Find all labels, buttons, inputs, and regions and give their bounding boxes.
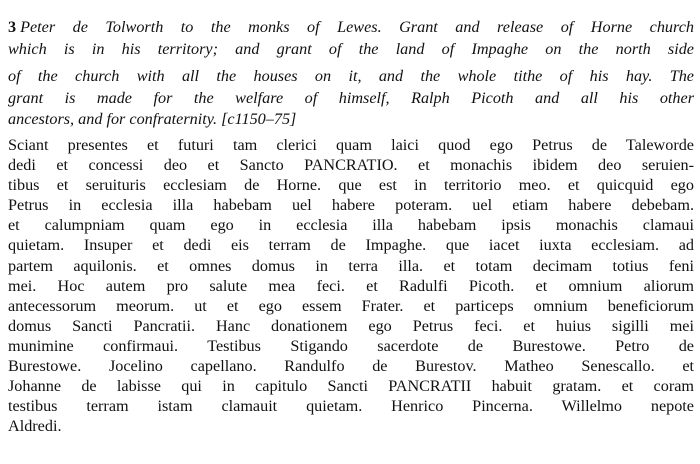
heading-line: grant is made for the welfare of himself, Ralph Picoth and all his other xyxy=(8,88,694,107)
entry-number: 3 xyxy=(8,18,17,36)
heading-line: which is in his territory; and grant of the land of Impaghe on the north side xyxy=(8,39,694,58)
text-line: Burestowe. Jocelino capellano. Randulfo de Burestov. Matheo Senescallo. et xyxy=(8,357,694,376)
text-line: et calumpniam quam ego in ecclesia illa habebam ipsis monachis clamaui xyxy=(8,216,694,235)
heading-line: 3 Peter de Tolworth to the monks of Lewes. Grant and release of Horne church xyxy=(8,18,694,36)
text-line: munimine confirmaui. Testibus Stigando sacerdote de Burestowe. Petro de xyxy=(8,336,694,355)
text-line: Aldredi. xyxy=(8,417,62,436)
text-line: testibus terram istam clamauit quietam. Henrico Pincerna. Willelmo nepote xyxy=(8,397,694,416)
entry-heading xyxy=(8,17,694,131)
charter-text xyxy=(8,135,694,436)
heading-line: of the church with all the houses on it, and the whole tithe of his hay. The xyxy=(8,67,694,85)
text-line: tibus et seruituris ecclesiam de Horne. que est in territorio meo. et quicquid ego xyxy=(8,176,694,195)
heading-line: ancestors, and for confraternity. [c1150–75] xyxy=(8,110,297,128)
text-line: mei. Hoc autem pro salute mea feci. et Radulfi Picoth. et omnium aliorum xyxy=(8,276,694,295)
text-line: domus Sancti Pancratii. Hanc donationem ego Petrus feci. et huius sigilli mei xyxy=(8,316,694,335)
text-line: partem aquilonis. et omnes domus in terra illa. et totam decimam totius feni xyxy=(8,256,694,275)
text-line: Johanne de labisse qui in capitulo Sancti PANCRATII habuit gratam. et coram xyxy=(8,377,694,396)
text-line: quietam. Insuper et dedi eis terram de Impaghe. que iacet iuxta ecclesiam. ad xyxy=(8,236,694,255)
text-line: Petrus in ecclesia illa habebam uel habere poteram. uel etiam habere debebam. xyxy=(8,196,694,215)
text-line: antecessorum meorum. ut et ego essem Frater. et particeps omnium beneficiorum xyxy=(8,296,694,315)
text-line: Sciant presentes et futuri tam clerici quam laici quod ego Petrus de Taleworde xyxy=(8,136,694,154)
text-line: dedi et concessi deo et Sancto PANCRATIO. et monachis ibidem deo seruien- xyxy=(8,156,694,175)
